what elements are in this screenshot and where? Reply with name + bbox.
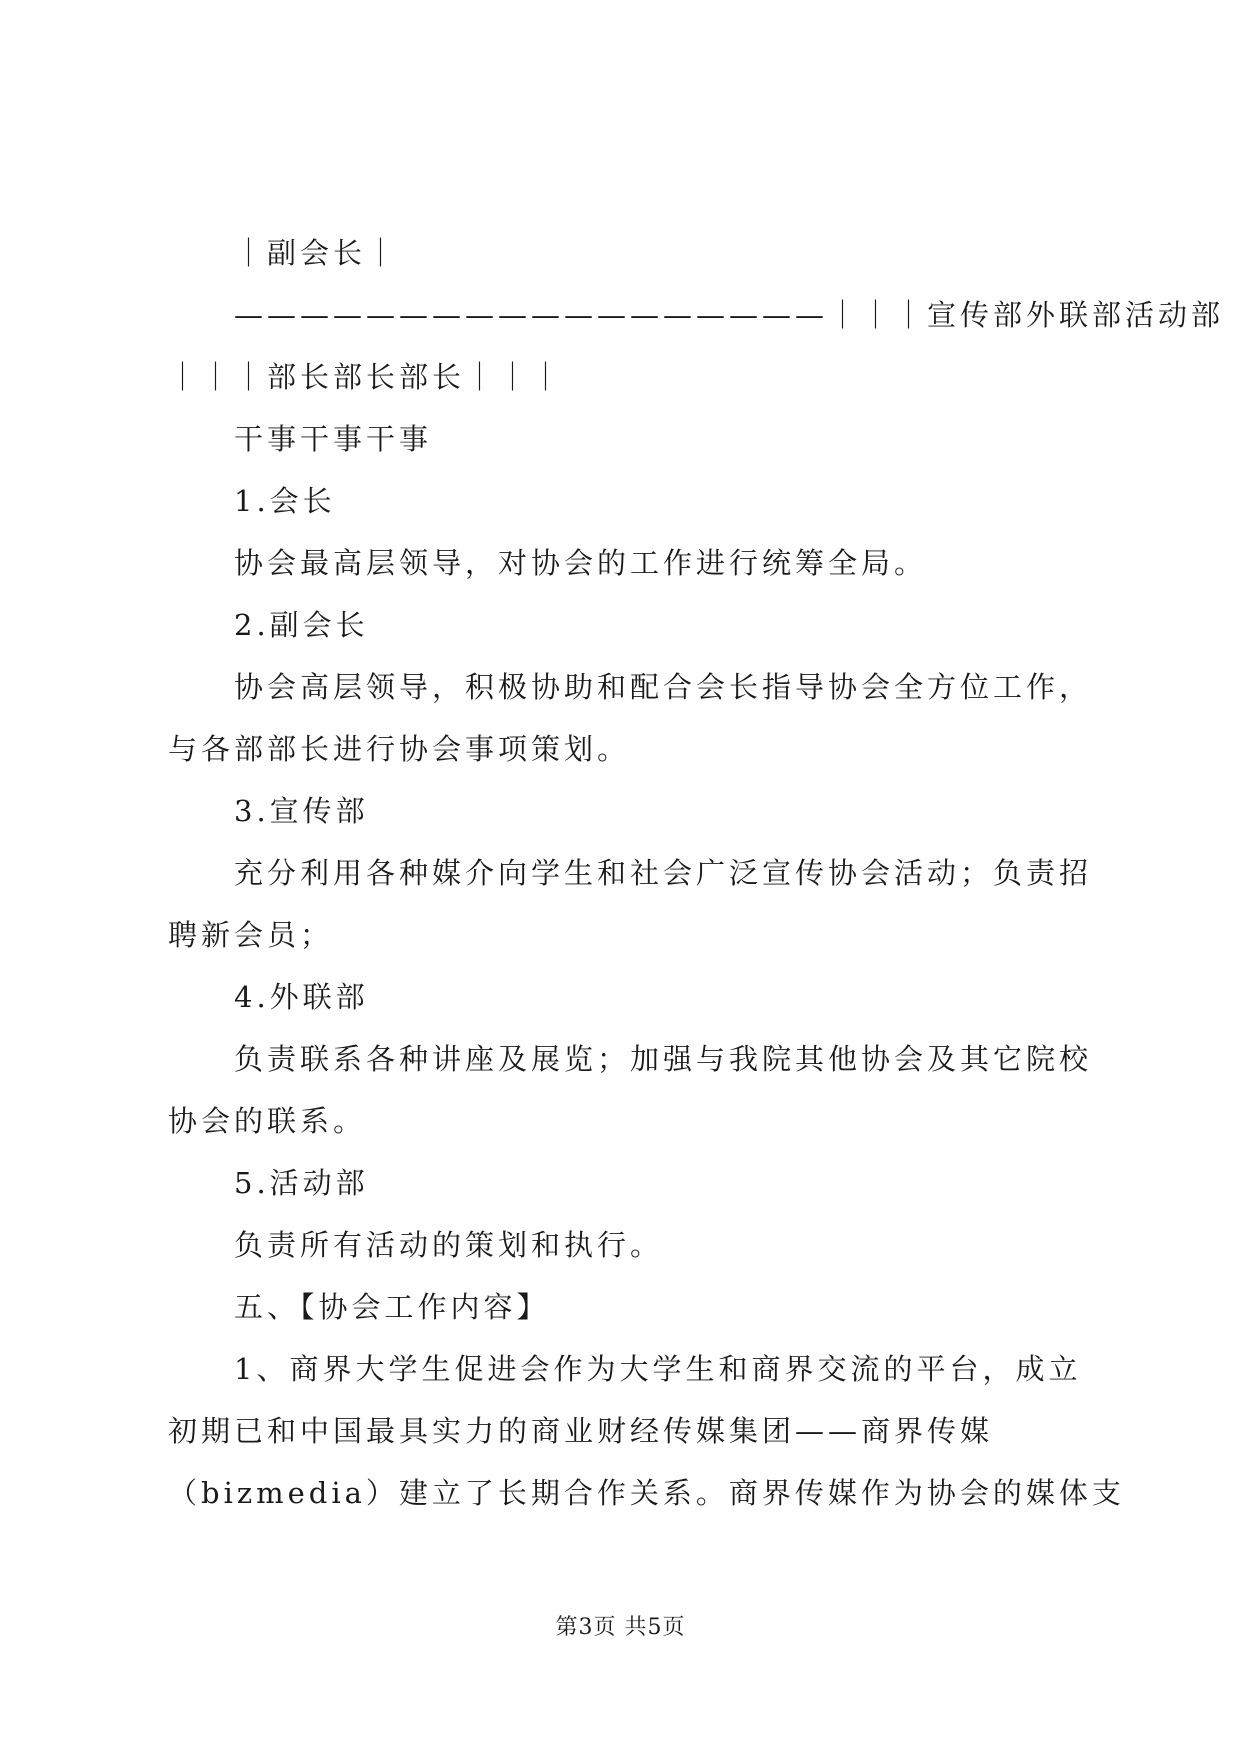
paragraph-vice-president-line1: 协会高层领导，积极协助和配合会长指导协会全方位工作， (234, 670, 1093, 704)
paragraph-external-line2: 协会的联系。 (168, 1104, 367, 1138)
section-heading-publicity: 3.宣传部 (234, 794, 369, 828)
section-heading-external: 4.外联部 (234, 980, 369, 1014)
paragraph-work-content-line3: （bizmedia）建立了长期合作关系。商界传媒作为协会的媒体支 (168, 1476, 1125, 1510)
org-chart-line-ministers: ｜｜｜部长部长部长｜｜｜ (168, 360, 565, 394)
org-chart-line-vice-president: ｜副会长｜ (234, 236, 400, 270)
document-body (168, 222, 1225, 1524)
org-chart-line-staff: 干事干事干事 (234, 422, 433, 456)
paragraph-external-line1: 负责联系各种讲座及展览；加强与我院其他协会及其它院校 (234, 1042, 1093, 1076)
paragraph-activities: 负责所有活动的策划和执行。 (234, 1228, 664, 1262)
paragraph-president: 协会最高层领导，对协会的工作进行统筹全局。 (234, 546, 928, 580)
paragraph-vice-president-line2: 与各部部长进行协会事项策划。 (168, 732, 631, 766)
paragraph-publicity-line1: 充分利用各种媒介向学生和社会广泛宣传协会活动；负责招 (234, 856, 1093, 890)
paragraph-work-content-line1: 1、商界大学生促进会作为大学生和商界交流的平台，成立 (234, 1352, 1082, 1386)
paragraph-work-content-line2: 初期已和中国最具实力的商业财经传媒集团——商界传媒 (168, 1414, 994, 1448)
paragraph-publicity-line2: 聘新会员； (168, 918, 334, 952)
section-heading-vice-president: 2.副会长 (234, 608, 369, 642)
org-chart-line-departments: ——————————————————｜｜｜宣传部外联部活动部 (234, 298, 1225, 332)
chapter-heading-work-content: 五、【协会工作内容】 (234, 1290, 550, 1324)
section-heading-activities: 5.活动部 (234, 1166, 369, 1200)
section-heading-president: 1.会长 (234, 484, 336, 518)
page-footer: 第3页 共5页 (555, 1615, 686, 1640)
